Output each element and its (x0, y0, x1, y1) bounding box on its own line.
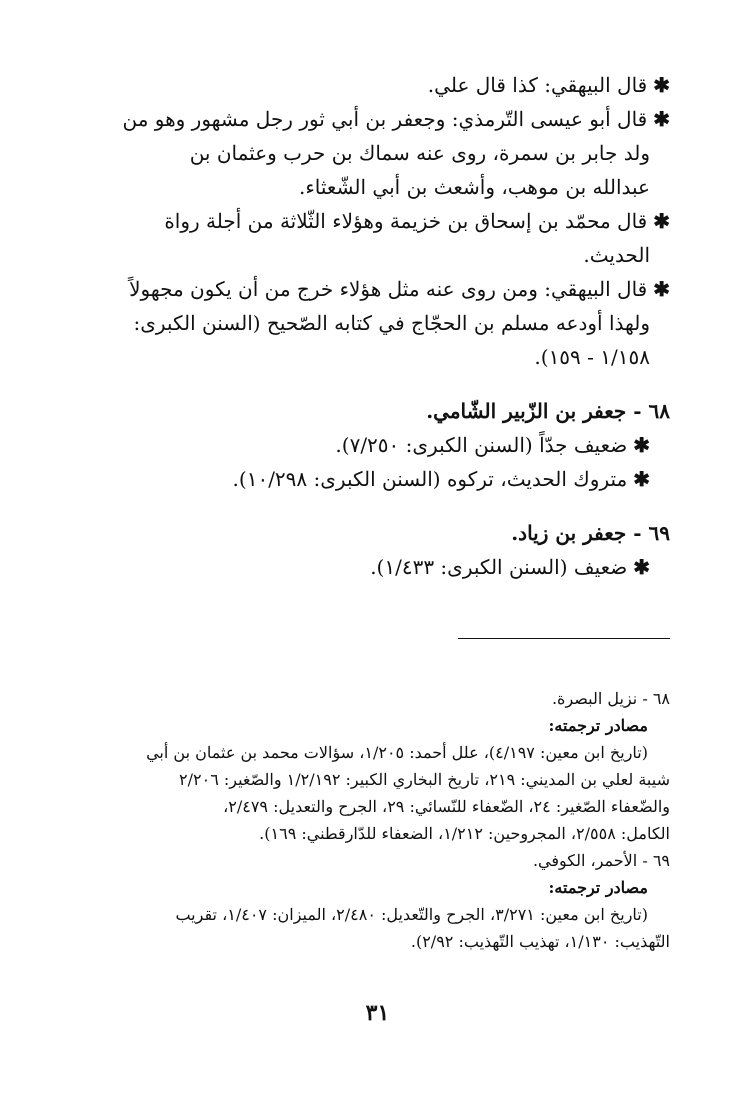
star-bullet-icon: ✱ (653, 277, 670, 301)
footnote-line: والضّعفاء الصّغير: ٢٤، الضّعفاء للنّسائي: ٢٩، الجرح والتعديل: ٢/٤٧٩، (223, 797, 670, 816)
footnote-divider (458, 638, 670, 639)
footnote-69 (88, 847, 670, 955)
footnote-line: الكامل: ٢/٥٥٨، المجروحين: ١/٢١٢، الضعفاء للدّارقطني: ١٦٩). (259, 824, 670, 843)
text-line: ✱قال أبو عيسى التّرمذي: وجعفر بن أبي ثور رجل مشهور وهو من (122, 107, 670, 131)
star-bullet-icon: ✱ (653, 73, 670, 97)
text-line: ولهذا أودعه مسلم بن الحجّاج في كتابه الصّحيح (السنن الكبرى: (133, 311, 650, 335)
star-bullet-icon: ✱ (633, 555, 650, 579)
footnote-68 (88, 685, 670, 847)
footnote-sources-label: مصادر ترجمته: (548, 878, 648, 897)
footnote-head: ٦٩ - الأحمر، الكوفي. (532, 851, 670, 870)
star-bullet-icon: ✱ (653, 209, 670, 233)
entry-67-continuation (88, 68, 670, 374)
footnotes (88, 685, 670, 955)
text-line: الحديث. (583, 243, 650, 267)
footnote-line: (تاريخ ابن معين: ٣/٢٧١، الجرح والتّعديل: ٢/٤٨٠، الميزان: ١/٤٠٧، تقريب (175, 905, 648, 924)
star-bullet-icon: ✱ (653, 107, 670, 131)
entry-68-title: ٦٨ - جعفر بن الزّبير الشّامي. (426, 399, 670, 423)
text-line: ✱متروك الحديث، تركوه (السنن الكبرى: ١٠/٢٩٨). (232, 467, 650, 491)
footnote-sources-label: مصادر ترجمته: (548, 716, 648, 735)
entry-68 (88, 394, 670, 496)
text-line: ✱ضعيف جدّاً (السنن الكبرى: ٧/٢٥٠). (335, 433, 650, 457)
text-line: ✱قال محمّد بن إسحاق بن خزيمة وهؤلاء الثّلاثة من أجلة رواة (164, 209, 670, 233)
star-bullet-icon: ✱ (633, 467, 650, 491)
text-line: ✱ضعيف (السنن الكبرى: ١/٤٣٣). (370, 555, 650, 579)
page-number: ٣١ (365, 1000, 390, 1026)
footnote-line: التّهذيب: ١/١٣٠، تهذيب التّهذيب: ٢/٩٢). (410, 932, 670, 951)
entry-69-title: ٦٩ - جعفر بن زياد. (511, 521, 670, 545)
footnote-line: (تاريخ ابن معين: ٤/١٩٧)، علل أحمد: ١/٢٠٥، سؤالات محمد بن عثمان بن أبي (146, 743, 648, 762)
text-line: عبدالله بن موهب، وأشعث بن أبي الشّعثاء. (299, 175, 650, 199)
text-line: ✱قال البيهقي: ومن روى عنه مثل هؤلاء خرج من أن يكون مجهولاً (129, 277, 670, 301)
main-text (88, 68, 670, 584)
footnote-line: شيبة لعلي بن المديني: ٢١٩، تاريخ البخاري الكبير: ١/٢/١٩٢ والصّغير: ٢/٢٠٦ (179, 770, 670, 789)
text-line: ✱قال البيهقي: كذا قال علي. (427, 73, 670, 97)
text-line: ١/١٥٨ - ١٥٩). (534, 345, 650, 369)
text-line: ولد جابر بن سمرة، روى عنه سماك بن حرب وعثمان بن (189, 141, 650, 165)
star-bullet-icon: ✱ (633, 433, 650, 457)
footnote-head: ٦٨ - نزيل البصرة. (551, 689, 670, 708)
entry-69 (88, 516, 670, 584)
